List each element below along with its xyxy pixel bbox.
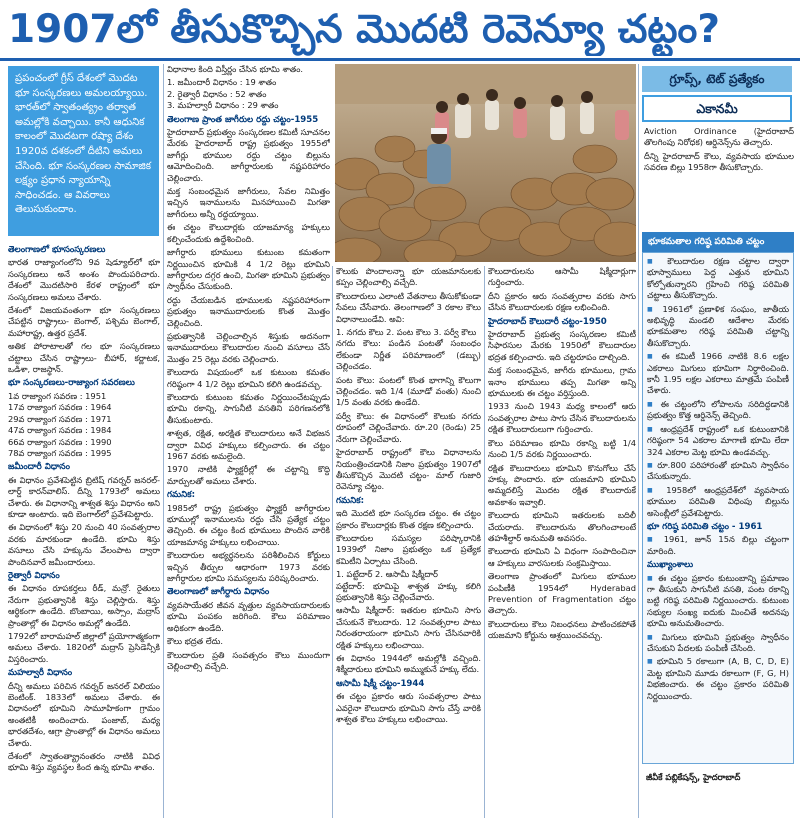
column-5-top bbox=[644, 126, 794, 228]
column-4 bbox=[488, 266, 636, 818]
paragraph: 1. జమీందారీ విధానం : 19 శాతం bbox=[167, 77, 277, 88]
paragraph: మక్త సంబంధమైన, జాగీరు భూములు, గ్రామ ఇనాం భూములు తప్ప మిగతా అన్ని భూములకు ఈ చట్టం వర్తిస్తుంది. bbox=[488, 365, 636, 399]
paragraph: ఈ చట్టం ప్రకారం ఆరు సంవత్సరాల పాటు ఎవరైనా కౌలుదారు భూమిని సాగు చేస్తే వారికి శాశ్వత కౌలు హక్కులు లభించాయి. bbox=[336, 691, 481, 725]
paragraph: ■ ఆంధ్రప్రదేశ్‌ రాష్ట్రంలో ఒక కుటుంబానికి గరిష్ఠంగా 54 ఎకరాల మాగాణి భూమి లేదా 324 ఎకరాల మెట్ట భూమి ఉండవచ్చు. bbox=[647, 424, 789, 458]
paragraph: 47వ రాజ్యాంగ సవరణ : 1984 bbox=[8, 425, 112, 436]
paragraph: రక్షిత కౌలుదారులు భూమిని కొనుగోలు చేసే హక్కు పొందారు. భూ యజమాని భూమిని అమ్మదలిస్తే మొదట రక్షిత కౌలుదారుకే అవకాశం ఇవ్వాలి. bbox=[488, 462, 636, 507]
section-heading: హైదరాబాద్‌ కౌలుదారీ చట్టం-1950 bbox=[488, 316, 607, 327]
paragraph: కౌలుదారులను ఆసామీ షిక్మీదార్లుగా గుర్తించారు. bbox=[488, 266, 636, 288]
section-heading: భూ గరిష్ఠ పరిమితి చట్టం - 1961 bbox=[647, 521, 763, 532]
paragraph: వ్యవసాయేతర జీవన వృత్తుల వ్యవసాయదారులకు భూమి పంపకం జరిగింది. కౌలు పరిమాణం అధికంగా ఉండేది. bbox=[167, 599, 330, 633]
paragraph: ■ భూమిని 5 రకాలుగా (A, B, C, D, E) మెట్ట భూమిని మూడు రకాలుగా (F, G, H) విభజించారు. ఈ చట్టం ప్రకారం పరిమితి నిర్ణయించారు. bbox=[647, 656, 789, 702]
paragraph: మక్త సంబంధమైన జాగీరులు, సేవల నిమిత్తం ఇచ్చిన ఇనాములను మినహాయించి మిగతా జాగీరులు అన్నీ రద్దయ్యాయి. bbox=[167, 186, 330, 219]
paragraph: దేశంలో స్వాతంత్య్రానంతరం నాటికి వివిధ భూమి శిస్తు వ్యవస్థల కింద ఉన్న భూమి శాతం. bbox=[8, 751, 160, 773]
column-divider bbox=[332, 266, 333, 818]
paragraph: కౌలు పరిమాణం భూమి రకాన్ని బట్టి 1/4 నుంచి 1/5 వరకు నిర్ణయించారు. bbox=[488, 437, 636, 460]
paragraph: ■ ఈ చట్టం ప్రకారం కుటుంబాన్ని ప్రమాణం గా తీసుకుని సాగునీటి వసతి, పంట రకాన్ని బట్టి గరిష్ఠ పరిమితి నిర్ణయించారు. కుటుంబ సభ్యుల సంఖ్య ఐదుకు మించితే అదనపు భూమి అనుమతించారు. bbox=[647, 573, 789, 630]
paragraph: కౌలుదారులు కౌలు నిబంధనలు పాటించకపోతే యజమాని కోర్టును ఆశ్రయించవచ్చు. bbox=[488, 618, 636, 641]
paragraph: దీని ప్రకారం ఆరు సంవత్సరాల వరకు సాగు చేసిన కౌలుదారులకు రక్షణ లభించింది. bbox=[488, 290, 636, 313]
paragraph: కౌలుదారు విషయంలో ఒక కుటుంబ కమతం గరిష్ఠంగా 4 1/2 రెట్లు భూమిని కలిగి ఉండవచ్చు. bbox=[167, 367, 330, 389]
section-heading: ముఖ్యాంశాలు bbox=[647, 560, 694, 571]
section-heading: ఆసామీ షిక్మీ చట్టం-1944 bbox=[336, 678, 425, 689]
paragraph: ■ ఈ చట్టంలోని లోపాలను సరిదిద్దడానికి ప్రభుత్వం కొత్త ఆర్డినెన్స్‌ తెచ్చింది. bbox=[647, 399, 789, 422]
paragraph: కౌలుకు పొందాలన్నా భూ యజమానులకు కప్పం చెల్లించాల్సి వచ్చేది. bbox=[336, 266, 481, 288]
paragraph: దేశంలో విజయవంతంగా భూ సంస్కరణలు చేపట్టిన రాష్ట్రాలు- బెంగాల్‌, పశ్చిమ బెంగాల్‌, మహారాష్ట్ర, ఉత్తర ప్రదేశ్‌. bbox=[8, 305, 160, 338]
paragraph: ఈ చట్టం కౌలుదార్లకు యాజమాన్య హక్కులు కల్పించేందుకు ఉద్దేశించింది. bbox=[167, 222, 330, 244]
news-photo bbox=[335, 64, 636, 262]
paragraph: ■ మిగులు భూమిని ప్రభుత్వం స్వాధీనం చేసుకుని పేదలకు పంపిణీ చేసింది. bbox=[647, 632, 789, 655]
paragraph: కౌలుదారు కుటుంబ కమతం నిర్ణయించేటప్పుడు భూమి రకాన్ని, సాగునీటి వసతిని పరిగణనలోకి తీసుకుంటారు. bbox=[167, 391, 330, 425]
paragraph: కౌలుదారులు ఎలాంటి వేతనాలు తీసుకోకుండా సేవలు చేసేవారు. తెలంగాణలో 3 రకాల కౌలు విధానాలుండేవి. అవి: bbox=[336, 290, 481, 324]
paragraph: 3. మహల్వారీ విధానం : 29 శాతం bbox=[167, 100, 279, 111]
paragraph: 29వ రాజ్యాంగ సవరణ : 1971 bbox=[8, 413, 112, 424]
paragraph: శాశ్వత, రక్షిత, అరక్షిత కౌలుదారులు అనే విభజన ద్వారా వివిధ హక్కులు కల్పించారు. ఈ చట్టం 1967 వరకు అమలైంది. bbox=[167, 428, 330, 461]
paragraph: దీన్ని హైదరాబాద్‌ కౌలు, వ్యవసాయ భూముల సవరణ బిల్లు 1958గా తీసుకొచ్చారు. bbox=[644, 150, 794, 173]
ceiling-act-box bbox=[642, 252, 794, 764]
paragraph: పర్వీ కౌలు: ఈ విధానంలో కౌలుకు నగదు రూపంలో చెల్లించేవారు. రూ.20 (రెండు) 25 నేరుగా చెల్లించేవారు. bbox=[336, 410, 481, 444]
section-heading: రైత్వారీ విధానం bbox=[8, 570, 60, 581]
intro-box: ప్రపంచంలో గ్రీస్‌ దేశంలో మొదట భూ సంస్కరణలు అమలయ్యాయి. భారత్‌లో స్వాతంత్య్రం తర్వాత అమల్లోకి వచ్చాయి. కానీ ఆధునిక కాలంలో మొదటగా రష్యా దేశం 1920వ దశకంలో దీటిని అమలు చేసింది. భూ సంస్కరణల సామాజిక లక్ష్యం ప్రధాన న్యాయాన్ని సాధించడం. ఆ వివరాలు తెలుసుకుందాం. bbox=[8, 66, 159, 236]
paragraph: 1933 నుంచి 1943 మధ్య కాలంలో ఆరు సంవత్సరాల పాటు సాగు చేసిన కౌలుదారులను రక్షిత కౌలుదారులుగా గుర్తించారు. bbox=[488, 401, 636, 435]
paragraph: దీన్ని అమలు పరిచిన గవర్నర్‌ జనరల్‌ విలియం బెంటింక్‌. 1833లో అమలు చేశారు. ఈ విధానంలో భూమిని సామూహికంగా గ్రామం అంతటికీ అందించారు. పంజాబ్‌, మధ్య భారతదేశం, ఆగ్రా ప్రాంతాల్లో ఈ విధానం అమలు చేశారు. bbox=[8, 680, 160, 748]
column-divider bbox=[163, 64, 164, 818]
paragraph: 78వ రాజ్యాంగ సవరణ : 1995 bbox=[8, 447, 112, 458]
section-heading: భూ సంస్కరణలు-రాజ్యాంగ సవరణలు bbox=[8, 378, 135, 389]
paragraph: తెలంగాణ ప్రాంతంలో మిగులు భూముల పంపిణీకి 1954లో Hyderabad Prevention of Fragmentation చట్టం తెచ్చారు. bbox=[488, 571, 636, 616]
paragraph: ■ 1961, జూన్‌ 15న బిల్లు చట్టంగా మారింది. bbox=[647, 534, 789, 557]
paragraph: హైదరాబాద్‌ ప్రభుత్వం సంస్కరణల కమిటీ సూచనల మేరకు హైదరాబాద్‌ రాష్ట్ర ప్రభుత్వం 1955లో జాగీర్లు భూముల రద్దు చట్టం బిల్లును ఆమోదించింది. జాగీర్దారులకు నష్టపరిహారం చెల్లించారు. bbox=[167, 127, 330, 183]
paragraph: ఇది మొదటి భూ సంస్కరణ చట్టం. ఈ చట్టం ప్రకారం కౌలుదార్లకు కొంత రక్షణ కల్పించారు. bbox=[336, 508, 481, 530]
box-title: భూకమతాల గరిష్ఠ పరిమితి చట్టం bbox=[642, 232, 794, 252]
paragraph: కౌలుదారుల ప్రతి సంవత్సరం కౌలు ముందుగా చెల్లించాల్సి వచ్చేది. bbox=[167, 649, 330, 671]
column-3 bbox=[336, 266, 481, 818]
paragraph: 66వ రాజ్యాంగ సవరణ : 1990 bbox=[8, 436, 112, 447]
paragraph: 1. నగదు కౌలు 2. పంట కౌలు 3. పర్వీ కౌలు bbox=[336, 327, 477, 338]
paragraph: ఈ విధానం రూపకర్తలు రీడ్‌, మన్రో. రైతులు నేరుగా ప్రభుత్వానికి శిస్తు చెల్లిస్తారు. శిస్తు ఆర్థికంగా ఉండేది. బొంబాయి, అస్సాం, మద్రాస్‌ ప్రాంతాల్లో ఈ విధానం అమల్లో ఉండేది. bbox=[8, 583, 160, 628]
column-1 bbox=[8, 242, 160, 818]
paragraph: ■ కౌలుదారుల రక్షణ చట్టాల ద్వారా భూస్వాములు పెద్ద ఎత్తున భూమిని కోల్పోతున్నారని గ్రహించి గరిష్ఠ పరిమితి చట్టాలు తీసుకొచ్చారు. bbox=[647, 256, 789, 302]
section-heading: గమనిక: bbox=[336, 495, 365, 506]
paragraph: కౌలుదారు భూమిని ఇతరులకు బదిలీ చేయరాదు. కౌలుదారును తొలగించాలంటే తహశీల్దార్‌ అనుమతి అవసరం. bbox=[488, 510, 636, 543]
paragraph: 1985లో రాష్ట్ర ప్రభుత్వం ఫ్యాక్టరీ జాగీర్దారుల భూముల్లో ఇనాములను రద్దు చేసి ప్రత్యేక చట్టం తెచ్చింది. ఈ చట్టం కింద భూములు పొందిన వారికి యాజమాన్య హక్కులు లభించాయి. bbox=[167, 502, 330, 547]
paragraph: 1970 నాటికి ఫ్యాక్టరీల్లో ఈ చట్టాన్ని కొద్ది మార్పులతో అమలు చేశారు. bbox=[167, 464, 330, 486]
paragraph: 2. రైత్వారీ విధానం : 52 శాతం bbox=[167, 88, 267, 99]
paragraph: హైదరాబాద్‌ ప్రభుత్వ సంస్కరణల కమిటీ సిఫారసుల మేరకు 1950లో కౌలుదారుల భద్రత కల్పించారు. ఇది చట్టరూపం దాల్చింది. bbox=[488, 329, 636, 362]
paragraph: 1792లో బారామహల్‌ జిల్లాలో ప్రయోగాత్మకంగా అమలు చేశారు. 1820లో మద్రాస్‌ ప్రెసిడెన్సీకి విస్తరించారు. bbox=[8, 631, 160, 664]
paragraph: కౌలుదారుల సమస్యల పరిష్కారానికి 1939లో నిజాం ప్రభుత్వం ఒక ప్రత్యేక కమిటీని ఏర్పాటు చేసింది. bbox=[336, 532, 481, 566]
section-heading: జమీందారీ విధానం bbox=[8, 462, 70, 473]
paragraph: జాగీర్దారు భూములు కుటుంబ కమతంగా నిర్ణయించిన భూమికి 4 1/2 రెట్లు భూమిని జాగీర్దారుల దగ్గర ఉంచి, మిగతా భూమిని ప్రభుత్వం స్వాధీనం చేసుకుంది. bbox=[167, 247, 330, 292]
paragraph: ■ ఈ కమిటీ 1966 నాటికి 8.6 లక్షల ఎకరాలు మిగులు భూమిగా నిర్ధారించింది. కానీ 1.95 లక్షల ఎకరాలు మాత్రమే పంపిణీ చేశారు. bbox=[647, 351, 789, 397]
section-heading: తెలంగాణలో జాగీర్దారు విధానం bbox=[167, 587, 270, 598]
paragraph: Aviction Ordinance (హైదరాబాద్‌ తొలగింపు నిరోధక) ఆర్డినెన్స్‌ను తెచ్చారు. bbox=[644, 126, 794, 148]
subject-tag: ఎకానమీ bbox=[642, 95, 792, 122]
paragraph: భారత రాజ్యాంగంలోని 9వ షెడ్యూల్‌లో భూ సంస్కరణలు అనే అంశం పొందుపరిచారు. దేశంలో మొదటిసారి కేరళ రాష్ట్రంలో భూ సంస్కరణలు అమలు చేశారు. bbox=[8, 257, 160, 302]
paragraph: ■ రూ.800 పరిహారంతో భూమిని స్వాధీనం చేసుకున్నారు. bbox=[647, 460, 789, 483]
page-headline: 1907లో తీసుకొచ్చిన మొదటి రెవెన్యూ చట్టం? bbox=[8, 7, 720, 52]
paragraph: 1వ రాజ్యాంగ సవరణ : 1951 bbox=[8, 390, 107, 401]
paragraph: రద్దు చేయబడిన భూములకు నష్టపరిహారంగా ప్రభుత్వం ఇనాముదారులకు కొంత మొత్తం చెల్లించింది. bbox=[167, 294, 330, 328]
paragraph: పట్టేదార్‌: భూమిపై శాశ్వత హక్కు కలిగి ప్రభుత్వానికి శిస్తు చెల్లించేవారు. bbox=[336, 580, 481, 602]
paragraph: కౌలు భద్రత లేదు. bbox=[167, 636, 224, 647]
section-heading: గమనిక: bbox=[167, 490, 196, 501]
paragraph: విధానాల కింది విస్తీర్ణం చేసిన భూమి శాతం. bbox=[167, 64, 304, 74]
section-heading: తెలంగాణలో భూసంస్కరణలు bbox=[8, 245, 106, 255]
series-tag: గ్రూప్స్‌, టెట్‌ ప్రత్యేకం bbox=[642, 66, 792, 92]
paragraph: ఈ విధానంలో శిస్తు 20 నుంచి 40 సంవత్సరాల వరకు మారకుండా ఉండేది. భూమి శిస్తు వసూలు చేసి హక్కును వేలంపాట ద్వారా పొందినవారే జమీందారులు. bbox=[8, 522, 160, 567]
paragraph: ఆసామీ షిక్మీదార్‌: ఇతరుల భూమిని సాగు చేసుకునే కౌలుదారు. 12 సంవత్సరాల పాటు నిరంతరాయంగా భూమిని సాగు చేసినవారికి రక్షిత హక్కులు లభించాయి. bbox=[336, 605, 481, 650]
paragraph: కౌలుదారుల అభ్యర్థనలను పరిశీలించిన కోర్టులు ఇచ్చిన తీర్పుల ఆధారంగా 1973 వరకు జాగీర్దారుల భూమి సమస్యలను పరిష్కరించారు. bbox=[167, 550, 330, 584]
paragraph: ■ 1961లో ప్రణాళిక సంఘం, జాతీయ అభివృద్ధి మండలి ఆదేశాల మేరకు భూకమతాల గరిష్ఠ పరిమితి చట్టాన్ని తీసుకొచ్చారు. bbox=[647, 304, 789, 350]
paragraph: 1. పట్టేదార్‌ 2. ఆసామీ షిక్మీదార్‌ bbox=[336, 569, 438, 580]
box-content bbox=[647, 256, 789, 760]
paragraph: 17వ రాజ్యాంగ సవరణ : 1964 bbox=[8, 402, 112, 413]
publisher-credit: జీవీకే పబ్లికేషన్స్‌, హైదరాబాద్‌ bbox=[646, 772, 741, 782]
column-divider bbox=[484, 266, 485, 818]
headline-rule bbox=[0, 58, 800, 61]
paragraph: నగదు కౌలు: పండిన పంటతో సంబంధం లేకుండా నిర్ణీత పరిమాణంలో (డబ్బు) చెల్లించడం. bbox=[336, 338, 481, 372]
paragraph: హైదరాబాద్‌ రాష్ట్రంలో కౌలు విధానాలను నియంత్రించడానికి నిజాం ప్రభుత్వం 1907లో తీసుకొచ్చిన మొదటి చట్టం- మాల్‌ గుజారి రెవెన్యూ చట్టం. bbox=[336, 447, 481, 492]
paragraph: అతిక పోరాటాలతో గల భూ సంస్కరణలు చట్టాలు చేసిన రాష్ట్రాలు- బీహార్‌, కర్ణాటక, ఒడిశా, రాజస్థాన్‌. bbox=[8, 341, 160, 375]
paragraph: కౌలుదారు భూమిని ఏ విధంగా సంపాదించినా ఆ హక్కులు వారసులకు సంక్రమిస్తాయి. bbox=[488, 546, 636, 568]
section-heading: మహల్వారీ విధానం bbox=[8, 668, 73, 679]
column-2 bbox=[167, 64, 330, 818]
paragraph: పంట కౌలు: పంటలో కొంత భాగాన్ని కౌలుగా చెల్లించడం. ఇది 1/4 (మూడో వంతు) నుంచి 1/5 వంతు వరకు ఉండేది. bbox=[336, 374, 481, 408]
section-heading: తెలంగాణ ప్రాంత జాగీరుల రద్దు చట్టం-1955 bbox=[167, 114, 319, 125]
paragraph: ■ 1958లో ఆంధ్రప్రదేశ్‌లో వ్యవసాయ భూముల పరిమితి విధింపు బిల్లును అసెంబ్లీలో ప్రవేశపెట్టారు. bbox=[647, 485, 789, 519]
paragraph: ఈ విధానం ప్రవేశపెట్టిన బ్రిటిష్‌ గవర్నర్‌ జనరల్‌- లార్డ్‌ కారన్‌వాలిస్‌. దీన్ని 1793లో అమలు చేశారు. ఈ విధానాన్ని శాశ్వత శిస్తు విధానం అని కూడా అంటారు. ఇది బెంగాల్‌లో ప్రవేశపెట్టారు. bbox=[8, 474, 160, 519]
column-divider bbox=[638, 64, 639, 818]
paragraph: ప్రభుత్వానికి చెల్లించాల్సిన శిస్తుకు అదనంగా ఇనాముదారులు కౌలుదారుల నుంచి వసూలు చేసే మొత్తం 25 రెట్లు వరకు చెల్లించారు. bbox=[167, 330, 330, 364]
paragraph: ఈ విధానం 1944లో అమల్లోకి వచ్చింది. శిక్మీదారులు భూమిని అమ్ముకునే హక్కు లేదు. bbox=[336, 653, 481, 675]
